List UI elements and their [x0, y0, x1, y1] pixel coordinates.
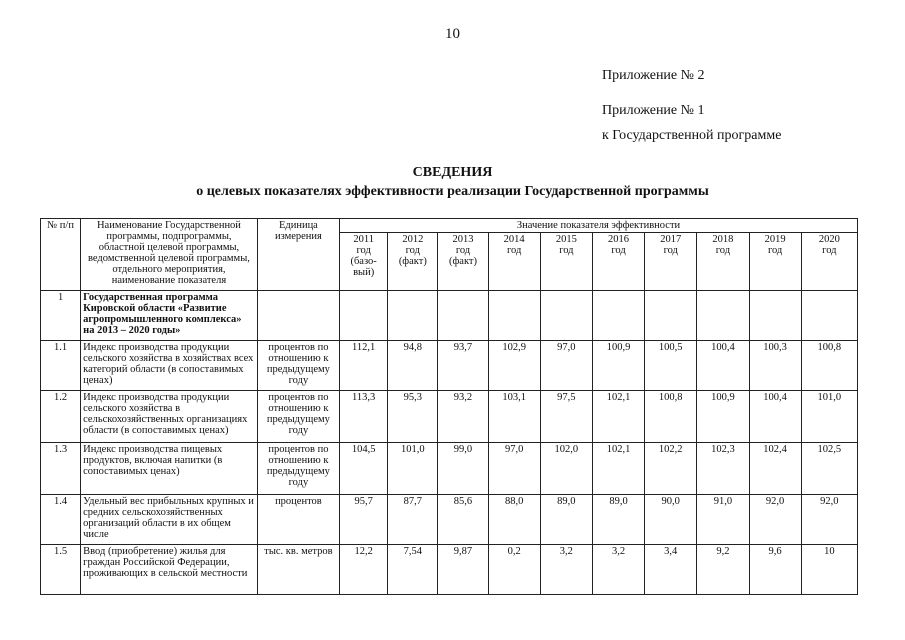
- indicator-value: 102,9: [488, 341, 540, 391]
- table-row: [41, 443, 858, 495]
- col-header-values: Значение показателя эффективности: [340, 219, 858, 233]
- indicator-value: [801, 291, 857, 341]
- indicator-value: 100,5: [645, 341, 697, 391]
- indicator-value: [645, 291, 697, 341]
- col-header-year: 2012 год (факт): [388, 233, 438, 291]
- indicator-value: 102,4: [749, 443, 801, 495]
- indicator-value: 93,7: [438, 341, 488, 391]
- table-row: [41, 291, 858, 341]
- indicator-value: [592, 291, 644, 341]
- col-header-year: 2017 год: [645, 233, 697, 291]
- table-row: [41, 341, 858, 391]
- indicator-value: 97,5: [540, 391, 592, 443]
- indicator-value: 85,6: [438, 495, 488, 545]
- indicator-value: 100,8: [645, 391, 697, 443]
- indicators-table: [40, 218, 858, 595]
- indicator-value: [438, 291, 488, 341]
- indicator-value: 100,9: [697, 391, 749, 443]
- indicator-value: 9,6: [749, 545, 801, 595]
- col-header-unit: Единица измерения: [257, 219, 339, 291]
- row-number: 1: [41, 291, 81, 341]
- indicator-value: 92,0: [749, 495, 801, 545]
- appendix-line-1: Приложение № 2: [602, 68, 705, 83]
- indicator-value: 102,5: [801, 443, 857, 495]
- col-header-year: 2018 год: [697, 233, 749, 291]
- indicator-value: 102,0: [540, 443, 592, 495]
- indicator-value: 9,2: [697, 545, 749, 595]
- indicator-value: 3,4: [645, 545, 697, 595]
- indicator-unit: процентов: [257, 495, 339, 545]
- indicator-value: 112,1: [340, 341, 388, 391]
- col-header-year: 2019 год: [749, 233, 801, 291]
- col-header-year: 2015 год: [540, 233, 592, 291]
- indicator-name: Государственная программа Кировской области «Развитие агропромышленного комплекса» на 2013 – 2020 годы»: [81, 291, 258, 341]
- row-number: 1.1: [41, 341, 81, 391]
- table-row: [41, 495, 858, 545]
- col-header-year: 2014 год: [488, 233, 540, 291]
- indicator-value: 9,87: [438, 545, 488, 595]
- indicator-value: 0,2: [488, 545, 540, 595]
- indicator-value: 100,8: [801, 341, 857, 391]
- indicator-value: 113,3: [340, 391, 388, 443]
- indicator-name: Индекс производства продукции сельского хозяйства в хозяйствах всех категорий области (в сопоставимых ценах): [81, 341, 258, 391]
- indicator-value: 103,1: [488, 391, 540, 443]
- indicator-value: 100,9: [592, 341, 644, 391]
- col-header-name: Наименование Государственной программы, подпрограммы, областной целевой программы, ведомственной целевой программы, отдельного мероприятия, наименование показателя: [81, 219, 258, 291]
- indicator-value: 89,0: [540, 495, 592, 545]
- col-header-year: 2016 год: [592, 233, 644, 291]
- indicator-unit: процентов по отношению к предыдущему году: [257, 341, 339, 391]
- indicator-name: Ввод (приобретение) жилья для граждан Российской Федерации, проживающих в сельской местности: [81, 545, 258, 595]
- indicator-value: [340, 291, 388, 341]
- indicator-value: 3,2: [540, 545, 592, 595]
- table-row: [41, 391, 858, 443]
- indicator-unit: тыс. кв. метров: [257, 545, 339, 595]
- indicator-name: Индекс производства пищевых продуктов, включая напитки (в сопоставимых ценах): [81, 443, 258, 495]
- indicator-value: 88,0: [488, 495, 540, 545]
- indicator-unit: [257, 291, 339, 341]
- row-number: 1.4: [41, 495, 81, 545]
- table-row: [41, 545, 858, 595]
- indicator-unit: процентов по отношению к предыдущему году: [257, 443, 339, 495]
- indicator-value: 10: [801, 545, 857, 595]
- indicator-value: [697, 291, 749, 341]
- indicator-value: 101,0: [801, 391, 857, 443]
- indicator-value: 100,4: [697, 341, 749, 391]
- page-number: 10: [445, 26, 460, 42]
- indicator-value: 104,5: [340, 443, 388, 495]
- col-header-year: 2011 год (базо- вый): [340, 233, 388, 291]
- indicator-value: 95,3: [388, 391, 438, 443]
- indicator-value: 92,0: [801, 495, 857, 545]
- document-title: СВЕДЕНИЯ: [412, 165, 493, 180]
- indicator-value: [749, 291, 801, 341]
- indicator-value: 7,54: [388, 545, 438, 595]
- indicator-value: 3,2: [592, 545, 644, 595]
- indicator-value: 90,0: [645, 495, 697, 545]
- indicator-value: [388, 291, 438, 341]
- indicator-value: 91,0: [697, 495, 749, 545]
- row-number: 1.3: [41, 443, 81, 495]
- indicator-value: [488, 291, 540, 341]
- indicator-value: 12,2: [340, 545, 388, 595]
- col-header-year: 2020 год: [801, 233, 857, 291]
- indicator-name: Индекс производства продукции сельского хозяйства в сельскохозяйственных организациях области (в сопоставимых ценах): [81, 391, 258, 443]
- indicator-value: 102,1: [592, 391, 644, 443]
- indicator-value: 102,1: [592, 443, 644, 495]
- indicator-value: 100,3: [749, 341, 801, 391]
- indicator-value: 93,2: [438, 391, 488, 443]
- indicator-value: 102,2: [645, 443, 697, 495]
- indicator-value: 99,0: [438, 443, 488, 495]
- indicator-value: 94,8: [388, 341, 438, 391]
- row-number: 1.2: [41, 391, 81, 443]
- indicator-value: 97,0: [540, 341, 592, 391]
- indicator-value: 95,7: [340, 495, 388, 545]
- indicator-value: 101,0: [388, 443, 438, 495]
- col-header-year: 2013 год (факт): [438, 233, 488, 291]
- indicator-value: 100,4: [749, 391, 801, 443]
- appendix-line-2: Приложение № 1: [602, 103, 705, 118]
- indicator-value: 102,3: [697, 443, 749, 495]
- document-subtitle: о целевых показателях эффективности реализации Государственной программы: [196, 184, 709, 199]
- indicator-unit: процентов по отношению к предыдущему году: [257, 391, 339, 443]
- col-header-number: № п/п: [41, 219, 81, 291]
- indicator-value: 87,7: [388, 495, 438, 545]
- appendix-line-3: к Государственной программе: [602, 128, 782, 143]
- row-number: 1.5: [41, 545, 81, 595]
- indicator-name: Удельный вес прибыльных крупных и средних сельскохозяйственных организаций области в их общем числе: [81, 495, 258, 545]
- indicator-value: 97,0: [488, 443, 540, 495]
- indicator-value: [540, 291, 592, 341]
- indicator-value: 89,0: [592, 495, 644, 545]
